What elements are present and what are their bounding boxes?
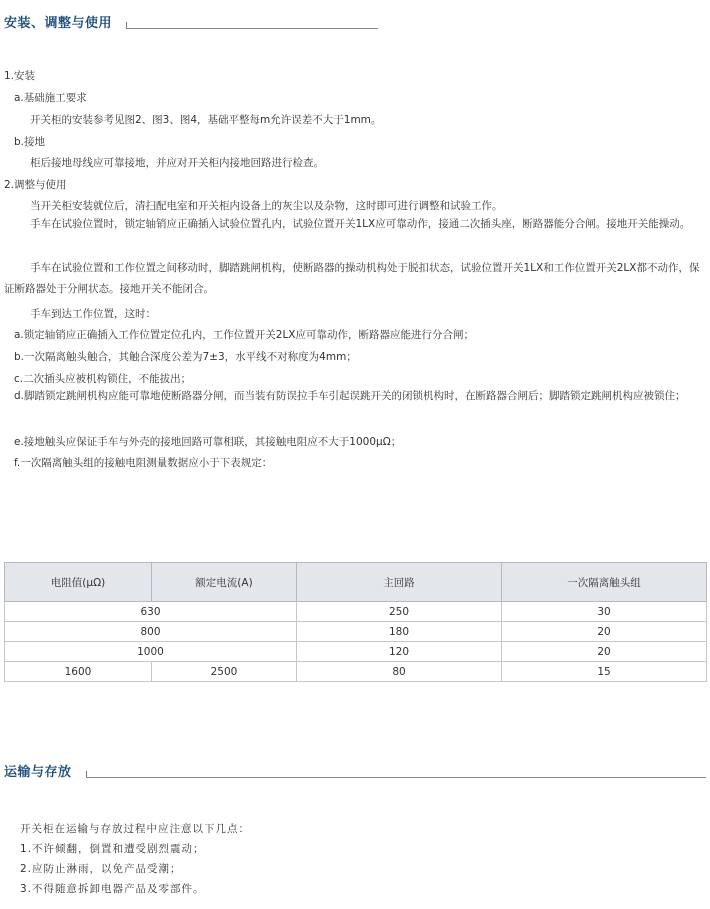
item-a: a.锁定轴销应正确插入工作位置定位孔内，工作位置开关2LX应可靠动作，断路器应能进行分合闸； <box>14 329 474 341</box>
transport-intro: 开关柜在运输与存放过程中应注意以下几点： <box>20 823 250 835</box>
text-foundation: 开关柜的安装参考见图2、图3、图4，基础平整每m允许误差不大于1mm。 <box>30 114 382 126</box>
transport-item-2: 2.应防止淋雨，以免产品受潮； <box>20 863 182 875</box>
text-grounding: 柜后接地母线应可靠接地，并应对开关柜内接地回路进行检查。 <box>30 157 324 169</box>
cell-main: 250 <box>297 602 502 622</box>
header-rule <box>126 28 378 29</box>
header-resistance: 电阻值(μΩ) <box>5 563 152 602</box>
cell-iso: 30 <box>502 602 707 622</box>
paragraph-moving: 手车在试验位置和工作位置之间移动时，脚踏跳闸机构，使断路器的操动机构处于脱扣状态，试验位置开关1LX和工作位置开关2LX都不动作，保证断路器处于分闸状态。接地开关不能闭合。 <box>4 262 700 295</box>
cell-current: 800 <box>5 622 297 642</box>
table-row <box>5 642 707 662</box>
transport-item-3: 3.不得随意拆卸电器产品及零部件。 <box>20 883 205 895</box>
contact-resistance-table <box>4 562 707 682</box>
cell-main: 80 <box>297 662 502 682</box>
transport-item-1: 1.不许倾翻，倒置和遭受剧烈震动； <box>20 843 205 855</box>
cell-iso: 20 <box>502 622 707 642</box>
item-d: d.脚踏锁定跳闸机构应能可靠地使断路器分闸，而当装有防误拉手车引起误跳开关的闭锁机构时，在断路器合闸后；脚踏锁定跳闸机构应被锁住； <box>14 390 686 402</box>
item-f: f.一次隔离触头组的接触电阻测量数据应小于下表规定： <box>14 457 273 469</box>
item-e: e.接地触头应保证手车与外壳的接地回路可靠相联，其接触电阻应不大于1000μΩ； <box>14 436 402 448</box>
section-title: 运输与存放 <box>4 765 72 780</box>
section-header-installation <box>0 12 710 34</box>
item-b: b.一次隔离触头触合，其触合深度公差为7±3，水平线不对称度为4mm； <box>14 351 357 363</box>
item-c: c.二次插头应被机构锁住，不能拔出； <box>14 373 192 385</box>
header-rated-current: 额定电流(A) <box>152 563 297 602</box>
header-rule <box>86 777 706 778</box>
cell-iso: 15 <box>502 662 707 682</box>
cell-current: 2500 <box>152 662 297 682</box>
table-row <box>5 662 707 682</box>
text-working-position: 手车到达工作位置，这时： <box>30 308 156 320</box>
cell-current: 630 <box>5 602 297 622</box>
heading-install: 1.安装 <box>4 70 36 82</box>
paragraph-test-position: 手车在试验位置时，锁定轴销应正确插入试验位置孔内，试验位置开关1LX应可靠动作，接通二次插头座，断路器能分合闸。接地开关能操动。 <box>30 218 691 230</box>
cell-current: 1000 <box>5 642 297 662</box>
section-title: 安装、调整与使用 <box>4 16 113 31</box>
subheading-foundation: a.基础施工要求 <box>14 92 87 104</box>
table-row <box>5 602 707 622</box>
cell-main: 120 <box>297 642 502 662</box>
cell-iso: 20 <box>502 642 707 662</box>
header-main-circuit: 主回路 <box>297 563 502 602</box>
cell-resistance: 1600 <box>5 662 152 682</box>
heading-adjust: 2.调整与使用 <box>4 179 67 191</box>
cell-main: 180 <box>297 622 502 642</box>
table-header-row <box>5 563 707 602</box>
section-header-transport <box>0 761 710 783</box>
header-isolation-contacts: 一次隔离触头组 <box>502 563 707 602</box>
table-row <box>5 622 707 642</box>
text-adjust-intro: 当开关柜安装就位后，清扫配电室和开关柜内设备上的灰尘以及杂物，这时即可进行调整和试验工作。 <box>30 200 503 212</box>
subheading-grounding: b.接地 <box>14 136 46 148</box>
